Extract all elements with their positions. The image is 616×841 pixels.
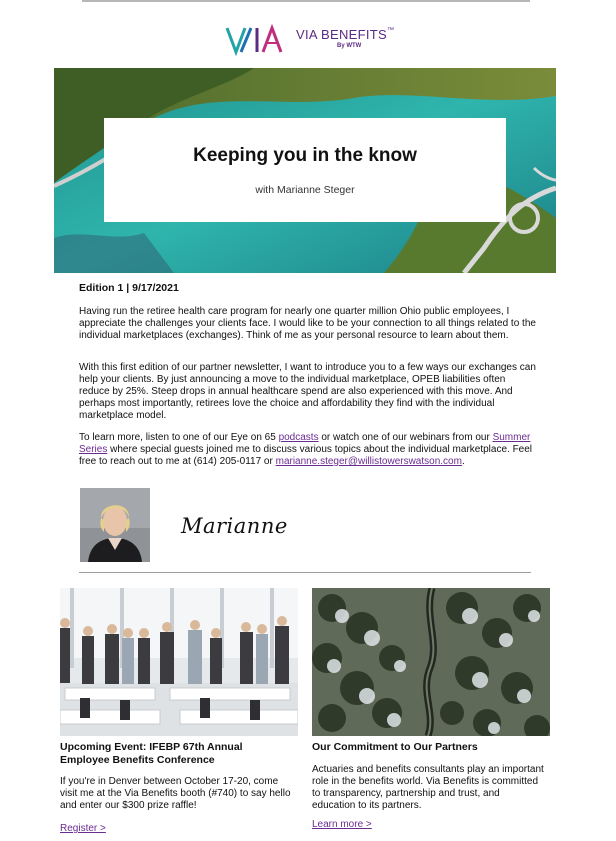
text-segment: where special guests joined me to discuss various topics about the individual marketplace. Feel free to reach out to me at (614) 205-0117 or	[79, 444, 533, 467]
text-segment: .	[461, 456, 465, 467]
email-link[interactable]: marianne.steger@willistowerswatson.com	[275, 456, 462, 467]
forest-image	[312, 588, 550, 736]
hero-card	[104, 118, 506, 222]
commitment-description: Actuaries and benefits consultants play an important role in the benefits world. Via Benefits is committed to transparency, partnership and trust, and education to its partners.	[312, 764, 544, 811]
via-benefits-logo[interactable]	[225, 24, 395, 56]
via-logo-mark-icon	[225, 24, 295, 56]
conference-image	[60, 588, 298, 736]
text-segment: or watch one of our webinars from our	[318, 432, 493, 443]
newsletter-paragraph: With this first edition of our partner newsletter, I want to introduce you to a few ways our exchanges can help your clients. By just announcing a move to the individual marketplace, OPEB liabilities often reduce by 25%. Steep drops in annual healthcare spend are also experienced with this move. And perhaps most importantly, retirees love the choice and affordability they find with the individual marketplace model.	[79, 362, 536, 421]
register-link[interactable]: Register >	[60, 823, 106, 834]
edition-label: Edition 1 | 9/17/2021	[79, 282, 179, 294]
top-divider	[82, 0, 530, 2]
summer-series-link[interactable]: Summer Series	[79, 432, 531, 455]
learn-more-paragraph	[79, 432, 537, 468]
event-description: If you're in Denver between October 17-20, come visit me at the Via Benefits booth (#740) to say hello and enter our $300 prize raffle!	[60, 776, 291, 811]
learn-more-link[interactable]: Learn more >	[312, 819, 372, 830]
page-title: Keeping you in the know	[193, 145, 417, 166]
logo-wordmark: VIA BENEFITS™	[296, 27, 395, 42]
commitment-title: Our Commitment to Our Partners	[312, 741, 478, 753]
signature: Marianne	[181, 514, 288, 538]
podcasts-link[interactable]: podcasts	[278, 432, 319, 443]
logo-tagline: By WTW	[337, 43, 362, 49]
section-divider	[79, 572, 531, 573]
intro-paragraph: Having run the retiree health care program for nearly one quarter million Ohio public employees, I appreciate the challenges your clients face. I would like to be your connection to all things related to the individual marketplaces (exchanges). Think of me as your personal resource to learn about them.	[79, 306, 536, 341]
event-title: Upcoming Event: IFEBP 67th Annual Employee Benefits Conference	[60, 741, 243, 766]
author-photo	[80, 488, 150, 562]
text-segment: To learn more, listen to one of our Eye on 65	[79, 432, 279, 443]
hero-banner	[54, 68, 556, 273]
hero-subtitle: with Marianne Steger	[255, 184, 355, 196]
